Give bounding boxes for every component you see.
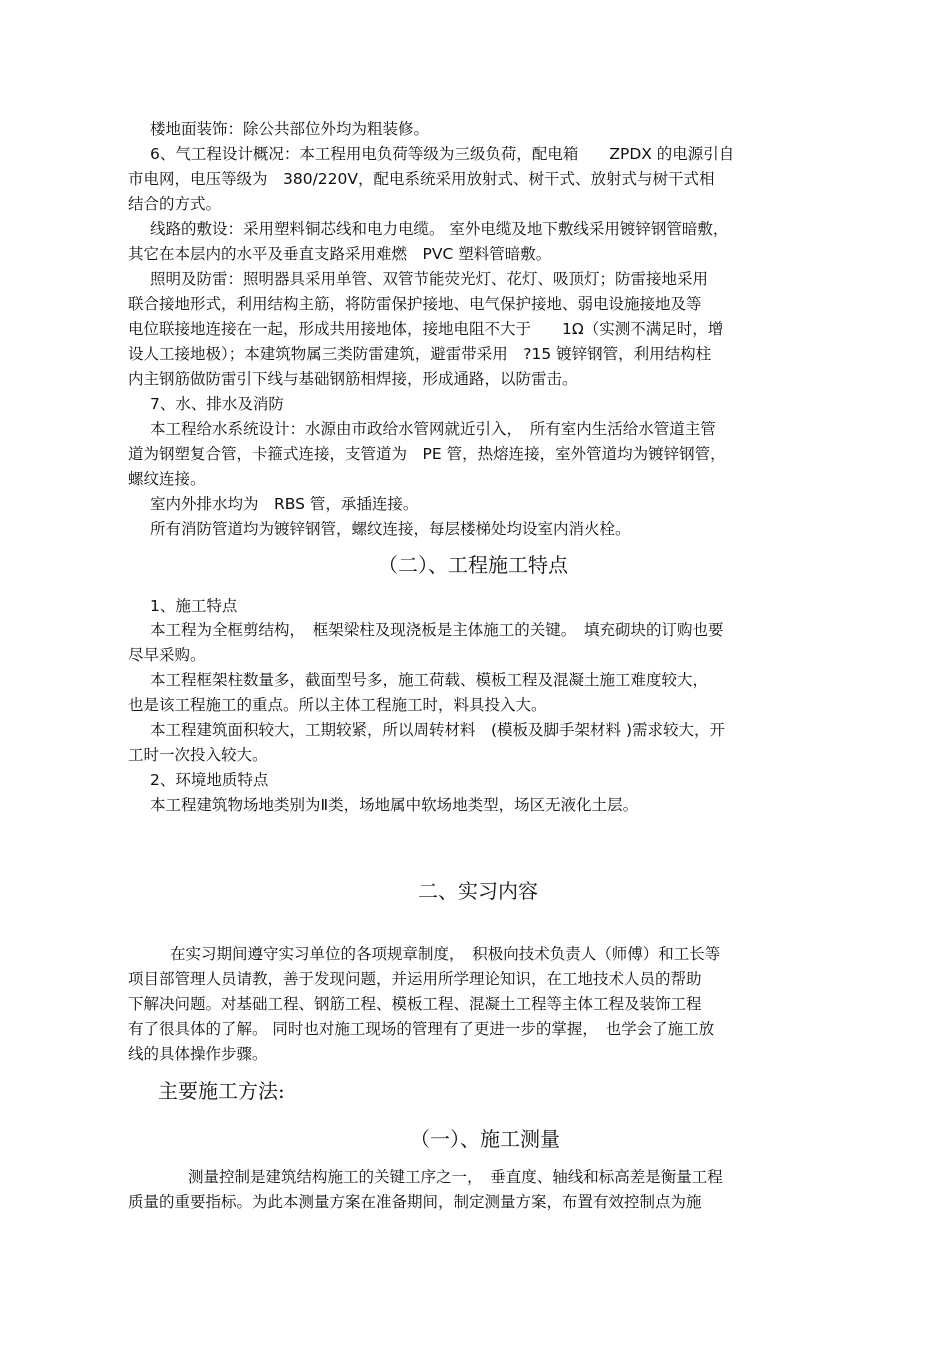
text-line: 工时一次投入较大。 <box>128 746 268 764</box>
text-line: 项目部管理人员请教，善于发现问题，并运用所学理论知识，在工地技术人员的帮助 <box>128 970 702 988</box>
text-line: 照明及防雷：照明器具采用单管、双管节能荧光灯、花灯、吸顶灯；防雷接地采用 <box>150 270 709 288</box>
text-line: 线的具体操作步骤。 <box>128 1045 268 1063</box>
text-line: 电位联接地连接在一起，形成共用接地体，接地电阻不大于 1Ω（实测不满足时，增 <box>128 320 724 338</box>
text-line: 结合的方式。 <box>128 195 222 213</box>
text-line: 线路的敷设：采用塑料铜芯线和电力电缆。 室外电缆及地下敷线采用镀锌钢管暗敷， <box>150 220 729 238</box>
text-line: 本工程建筑面积较大，工期较紧，所以周转材料 (模板及脚手架材料 )需求较大，开 <box>150 721 726 739</box>
text-line: 下解决问题。对基础工程、钢筋工程、模板工程、混凝土工程等主体工程及装饰工程 <box>128 995 702 1013</box>
text-line: 本工程建筑物场地类别为Ⅱ类，场地属中软场地类型，场区无液化土层。 <box>150 796 639 814</box>
text-line: 螺纹连接。 <box>128 470 206 488</box>
text-line: 本工程给水系统设计：水源由市政给水管网就近引入， 所有室内生活给水管道主管 <box>150 420 716 438</box>
text-line: 本工程框架柱数量多，截面型号多，施工荷载、模板工程及混凝土施工难度较大， <box>150 671 709 689</box>
text-line: 质量的重要指标。为此本测量方案在准备期间，制定测量方案，布置有效控制点为施 <box>128 1193 702 1211</box>
text-line: 6、气工程设计概况：本工程用电负荷等级为三级负荷，配电箱 ZPDX 的电源引自 <box>150 145 735 163</box>
text-line: 也是该工程施工的重点。所以主体工程施工时，料具投入大。 <box>128 696 547 714</box>
text-line: 联合接地形式，利用结构主筋，将防雷保护接地、电气保护接地、弱电设施接地及等 <box>128 295 702 313</box>
text-line: 市电网，电压等级为 380/220V，配电系统采用放射式、树干式、放射式与树干式相 <box>128 170 715 188</box>
text-line: 道为钢塑复合管，卡箍式连接，支管道为 PE 管，热熔连接，室外管道均为镀锌钢管， <box>128 445 726 463</box>
text-line: 尽早采购。 <box>128 646 206 664</box>
chapter-title: 二、实习内容 <box>418 879 538 903</box>
section-title: （二）、工程施工特点 <box>378 553 568 577</box>
section-heading: 1、施工特点 <box>150 597 238 615</box>
text-line: 测量控制是建筑结构施工的关键工序之一， 垂直度、轴线和标高差是衡量工程 <box>188 1168 723 1186</box>
text-line: 本工程为全框剪结构， 框架梁柱及现浇板是主体施工的关键。 填充砌块的订购也要 <box>150 621 724 639</box>
section-heading: 2、环境地质特点 <box>150 771 269 789</box>
text-line: 楼地面装饰：除公共部位外均为粗装修。 <box>150 120 430 138</box>
section-heading: 7、水、排水及消防 <box>150 395 284 413</box>
subsection-title: 主要施工方法: <box>158 1079 285 1103</box>
text-line: 所有消防管道均为镀锌钢管，螺纹连接，每层楼梯处均设室内消火栓。 <box>150 520 631 538</box>
text-line: 有了很具体的了解。 同时也对施工现场的管理有了更进一步的掌握， 也学会了施工放 <box>128 1020 715 1038</box>
section-title: （一）、施工测量 <box>410 1127 560 1151</box>
text-line: 在实习期间遵守实习单位的各项规章制度， 积极向技术负责人（师傅）和工长等 <box>170 945 721 963</box>
text-line: 其它在本层内的水平及垂直支路采用难燃 PVC 塑料管暗敷。 <box>128 245 552 263</box>
text-line: 室内外排水均为 RBS 管，承插连接。 <box>150 495 419 513</box>
text-line: 内主钢筋做防雷引下线与基础钢筋相焊接，形成通路，以防雷击。 <box>128 370 578 388</box>
text-line: 设人工接地极）；本建筑物属三类防雷建筑，避雷带采用 ?15 镀锌钢管，利用结构柱 <box>128 345 712 363</box>
